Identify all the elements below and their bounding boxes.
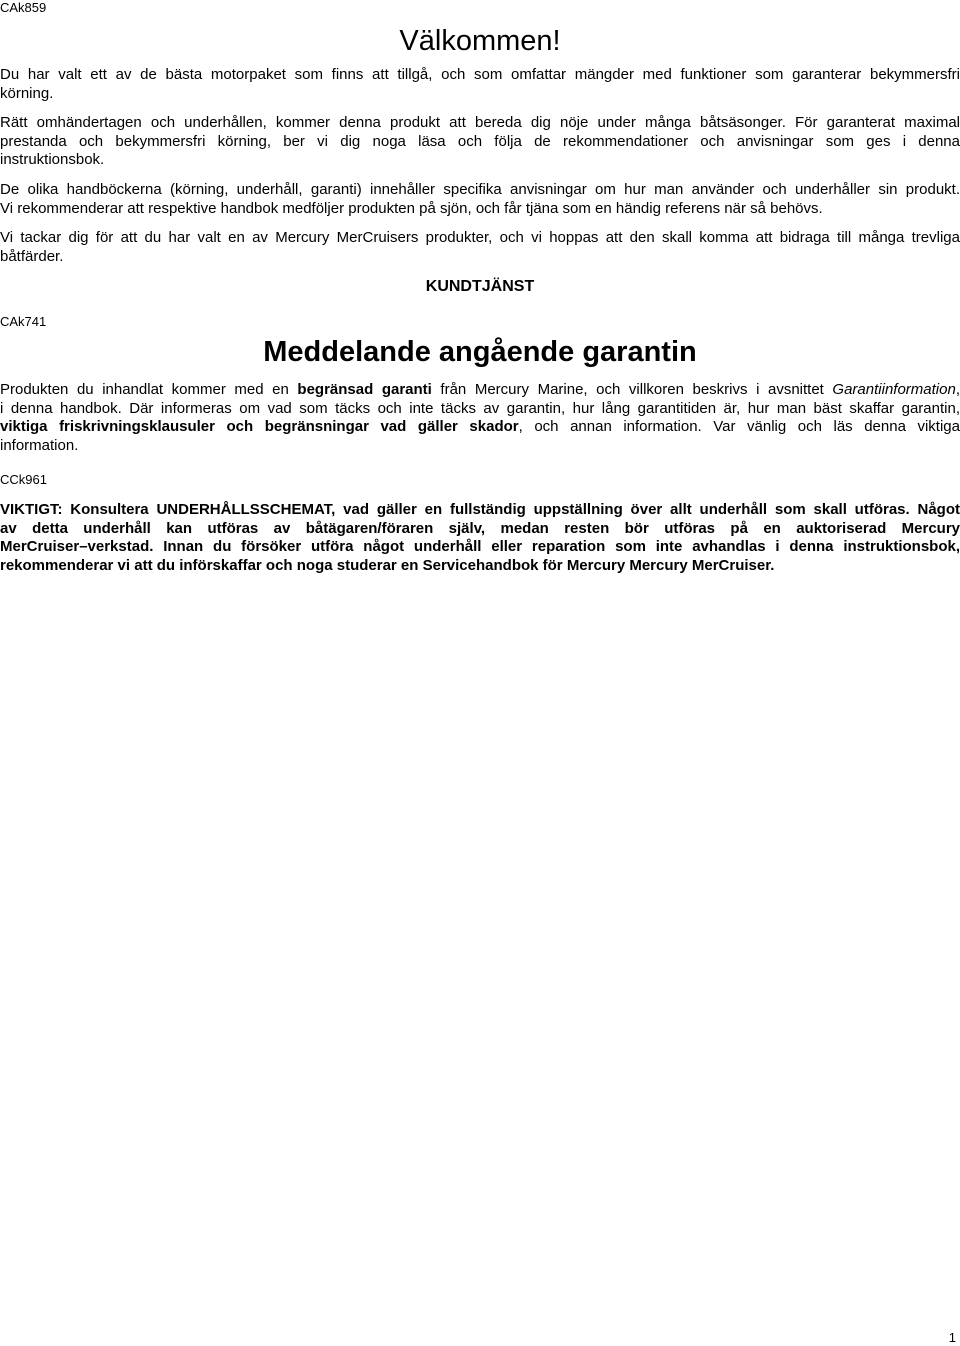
- warranty-paragraph: [0, 381, 960, 455]
- warranty-info-reference: Garantiinformation: [832, 381, 956, 398]
- paragraph-line: instruktionsbok.: [0, 151, 105, 168]
- paragraph-line: Du har valt ett av de bästa motorpaket som finns att tillgå, och som omfattar mängder med funktioner som garanterar bekymmersfri: [0, 66, 960, 83]
- warranty-title: Meddelande angående garantin: [263, 336, 697, 368]
- paragraph-line: Produkten du inhandlat kommer med en begränsad garanti från Mercury Marine, och villkoren beskrivs i avsnittet Garantiinformation,: [0, 381, 960, 398]
- section-code-warranty: CAk741: [0, 314, 47, 329]
- welcome-title: Välkommen!: [399, 25, 561, 57]
- paragraph-line: i denna handbok. Där informeras om vad som täcks och inte täcks av garantin, hur lång garantitiden är, hur man bäst skaffar garantin,: [0, 399, 960, 417]
- important-notice: [0, 501, 960, 575]
- notice-line: av detta underhåll kan utföras av båtägaren/föraren själv, medan resten bör utföras på en auktoriserad Mercury: [0, 519, 960, 537]
- paragraph-line: De olika handböckerna (körning, underhåll, garanti) innehåller specifika anvisningar om hur man använder och underhåller sin produkt.: [0, 181, 960, 198]
- page-number: 1: [948, 1330, 956, 1345]
- paragraph-line: båtfärder.: [0, 247, 64, 265]
- welcome-paragraph-3: [0, 181, 960, 218]
- notice-line: MerCruiser–verkstad. Innan du försöker utföra något underhåll eller reparation som inte avhandlas i denna instruktionsbok,: [0, 538, 960, 555]
- paragraph-line: körning.: [0, 84, 54, 102]
- paragraph-line: Vi tackar dig för att du har valt en av Mercury MerCruisers produkter, och vi hoppas att den skall komma att bidraga till många trevliga: [0, 229, 960, 246]
- limited-warranty-emphasis: begränsad garanti: [297, 381, 432, 398]
- paragraph-line: Rätt omhändertagen och underhållen, kommer denna produkt att bereda dig nöje under många båtsäsonger. För garanterat maximal: [0, 114, 960, 131]
- section-code-welcome: CAk859: [0, 0, 47, 15]
- paragraph-line: prestanda och bekymmersfri körning, ber vi dig noga läsa och följa de rekommendationer och anvisningar som ges i denna: [0, 132, 960, 150]
- welcome-paragraph-2: [0, 114, 960, 170]
- notice-line: rekommenderar vi att du införskaffar och noga studerar en Servicehandbok för Mercury Mercury MerCruiser.: [0, 556, 775, 574]
- paragraph-line: Vi rekommenderar att respektive handbok medföljer produkten på sjön, och får tjäna som en händig referens när så behövs.: [0, 199, 823, 217]
- section-code-important: CCk961: [0, 472, 47, 487]
- welcome-paragraph-4: [0, 229, 960, 266]
- customer-service-heading: KUNDTJÄNST: [425, 278, 535, 295]
- notice-line: VIKTIGT: Konsultera UNDERHÅLLSSCHEMAT, vad gäller en fullständig uppställning över allt underhåll som skall utföras. Något: [0, 501, 960, 518]
- disclaimers-emphasis: viktiga friskrivningsklausuler och begränsningar vad gäller skador: [0, 418, 519, 435]
- welcome-paragraph-1: [0, 66, 960, 103]
- paragraph-line: viktiga friskrivningsklausuler och begränsningar vad gäller skador, och annan information. Var vänlig och läs denna viktiga: [0, 418, 960, 435]
- paragraph-line: information.: [0, 436, 79, 454]
